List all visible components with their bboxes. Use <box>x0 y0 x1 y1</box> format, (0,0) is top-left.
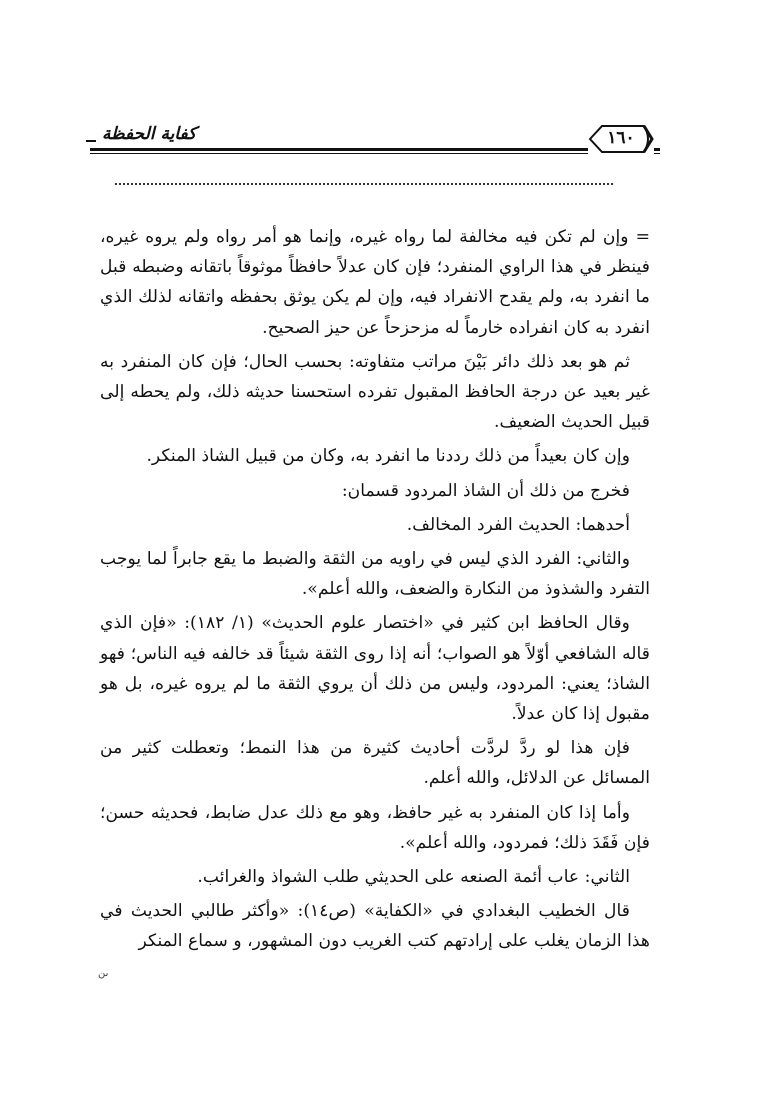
paragraph-11: قال الخطيب البغدادي في «الكفاية» (ص١٤): «وأكثر طالبي الحديث في هذا الزمان يغلب على إرادتهم كتب الغريب دون المشهور، و سماع المنكر <box>100 901 650 952</box>
page-header <box>90 118 660 170</box>
paragraph-4: فخرج من ذلك أن الشاذ المردود قسمان: <box>341 480 630 501</box>
header-rule-thin <box>90 153 660 154</box>
footer-mark: ىن <box>98 968 109 979</box>
paragraph-7: وقال الحافظ ابن كثير في «اختصار علوم الحديث» (١/ ١٨٢): «فإن الذي قاله الشافعي أوّلاً هو الصواب؛ أنه إذا روى الثقة شيئاً قد خالفه فيه الناس؛ فهو الشاذ؛ يعني: المردود، وليس من ذلك أن يروي الثقة ما لم يروه غيره، بل هو مقبول إذا كان عدلاً. <box>100 613 650 725</box>
dotted-separator <box>115 183 613 185</box>
paragraph-10: الثاني: عاب أئمة الصنعه على الحديثي طلب الشواذ والغرائب. <box>197 867 630 888</box>
paragraph-9: وأما إذا كان المنفرد به غير حافظ، وهو مع ذلك عدل ضابط، فحديثه حسن؛ فإن فَقَدَ ذلك؛ فمردود، والله أعلم». <box>100 802 650 853</box>
paragraph-1: = وإن لم تكن فيه مخالفة لما رواه غيره، وإنما هو أمر رواه ولم يروه غيره، فينظر في هذا الراوي المنفرد؛ فإن كان عدلاً حافظاً موثوقاً باتقانه وضبطه قبل ما انفرد به، ولم يقدح الانفراد فيه، وإن لم يكن يوثق بحفظه واتقانه لذلك الذي انفرد به كان انفراده خارماً له مزحزحاً عن حيز الصحيح. <box>100 227 650 338</box>
paragraph-2: ثم هو بعد ذلك دائر بَيْنَ مراتب متفاوته: بحسب الحال؛ فإن كان المنفرد به غير بعيد عن درجة الحافظ المقبول تفرده استحسنا حديثه ذلك، ولم يحطه إلى قبيل الحديث الضعيف. <box>100 351 650 433</box>
paragraph-5: أحدهما: الحديث الفرد المخالف. <box>406 514 630 535</box>
page-number: ١٦٠ <box>607 128 635 148</box>
body-text <box>100 222 650 961</box>
header-rule-thick <box>90 148 660 151</box>
running-title: كفاية الحفظة <box>96 124 202 144</box>
paragraph-8: فإن هذا لو ردَّ لردَّت أحاديث كثيرة من هذا النمط؛ وتعطلت كثير من المسائل عن الدلائل، والله أعلم. <box>100 738 650 789</box>
paragraph-3: وإن كان بعيداً من ذلك رددنا ما انفرد به، وكان من قبيل الشاذ المنكر. <box>146 446 630 467</box>
paragraph-6: والثاني: الفرد الذي ليس في راويه من الثقة والضبط ما يقع جابراً لما يوجب التفرد والشذوذ من النكارة والضعف، والله أعلم». <box>100 549 650 600</box>
page-number-frame <box>588 122 654 156</box>
